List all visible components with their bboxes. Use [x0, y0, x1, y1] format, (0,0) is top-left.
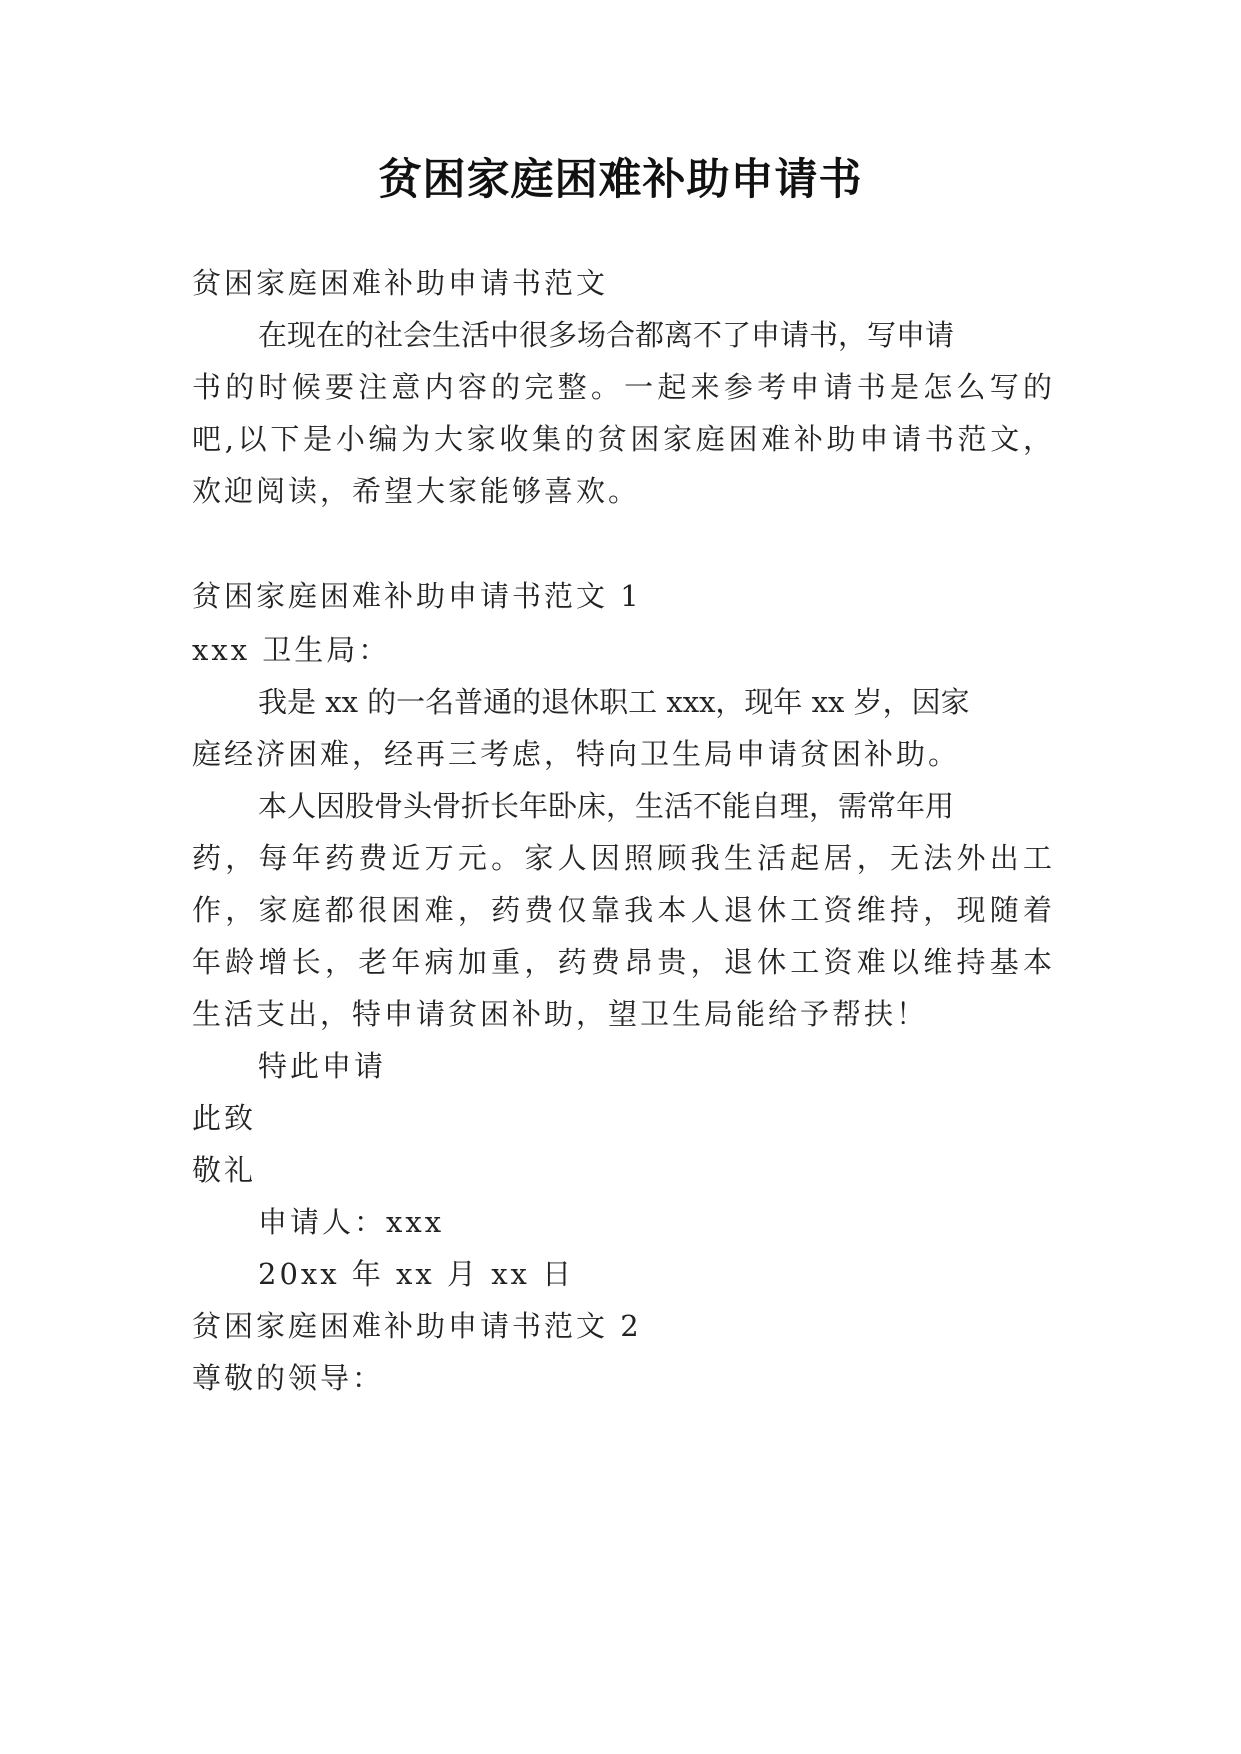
- sample1-para1-line: 我是 xx 的一名普通的退休职工 xxx，现年 xx 岁，因家: [258, 685, 970, 719]
- sample2-heading: 贫困家庭困难补助申请书范文 2: [192, 1309, 642, 1343]
- sample1-heading: 贫困家庭困难补助申请书范文 1: [192, 579, 642, 613]
- intro-line: 在现在的社会生活中很多场合都离不了申请书，写申请: [258, 318, 955, 352]
- intro-line: 欢迎阅读，希望大家能够喜欢。: [192, 474, 641, 508]
- sample1-para2-line: 本人因股骨头骨折长年卧床，生活不能自理，需常年用: [258, 789, 955, 823]
- sample2-salutation: 尊敬的领导：: [192, 1361, 385, 1395]
- sample1-closing: 特此申请: [258, 1049, 387, 1083]
- sample1-para2-line: 作，家庭都很困难，药费仅靠我本人退休工资维持，现随着: [192, 893, 1052, 927]
- intro-line: 书的时候要注意内容的完整。一起来参考申请书是怎么写的: [192, 370, 1052, 404]
- sample1-para1-line: 庭经济困难，经再三考虑，特向卫生局申请贫困补助。: [192, 737, 961, 771]
- sample1-regards-1: 此致: [192, 1101, 257, 1135]
- sample1-para2-line: 年龄增长，老年病加重，药费昂贵，退休工资难以维持基本: [192, 945, 1052, 979]
- sample1-salutation: xxx 卫生局：: [192, 633, 391, 667]
- intro-line: 吧,以下是小编为大家收集的贫困家庭困难补助申请书范文，: [192, 422, 1052, 456]
- sample1-para2-line: 生活支出，特申请贫困补助，望卫生局能给予帮扶！: [192, 997, 929, 1031]
- sample1-regards-2: 敬礼: [192, 1153, 257, 1187]
- sample1-date: 20xx 年 xx 月 xx 日: [258, 1257, 575, 1291]
- document-title: 贫困家庭困难补助申请书: [378, 155, 863, 205]
- document-subtitle: 贫困家庭困难补助申请书范文: [192, 266, 609, 300]
- sample1-applicant: 申请人：xxx: [258, 1205, 445, 1239]
- sample1-para2-line: 药，每年药费近万元。家人因照顾我生活起居，无法外出工: [192, 841, 1052, 875]
